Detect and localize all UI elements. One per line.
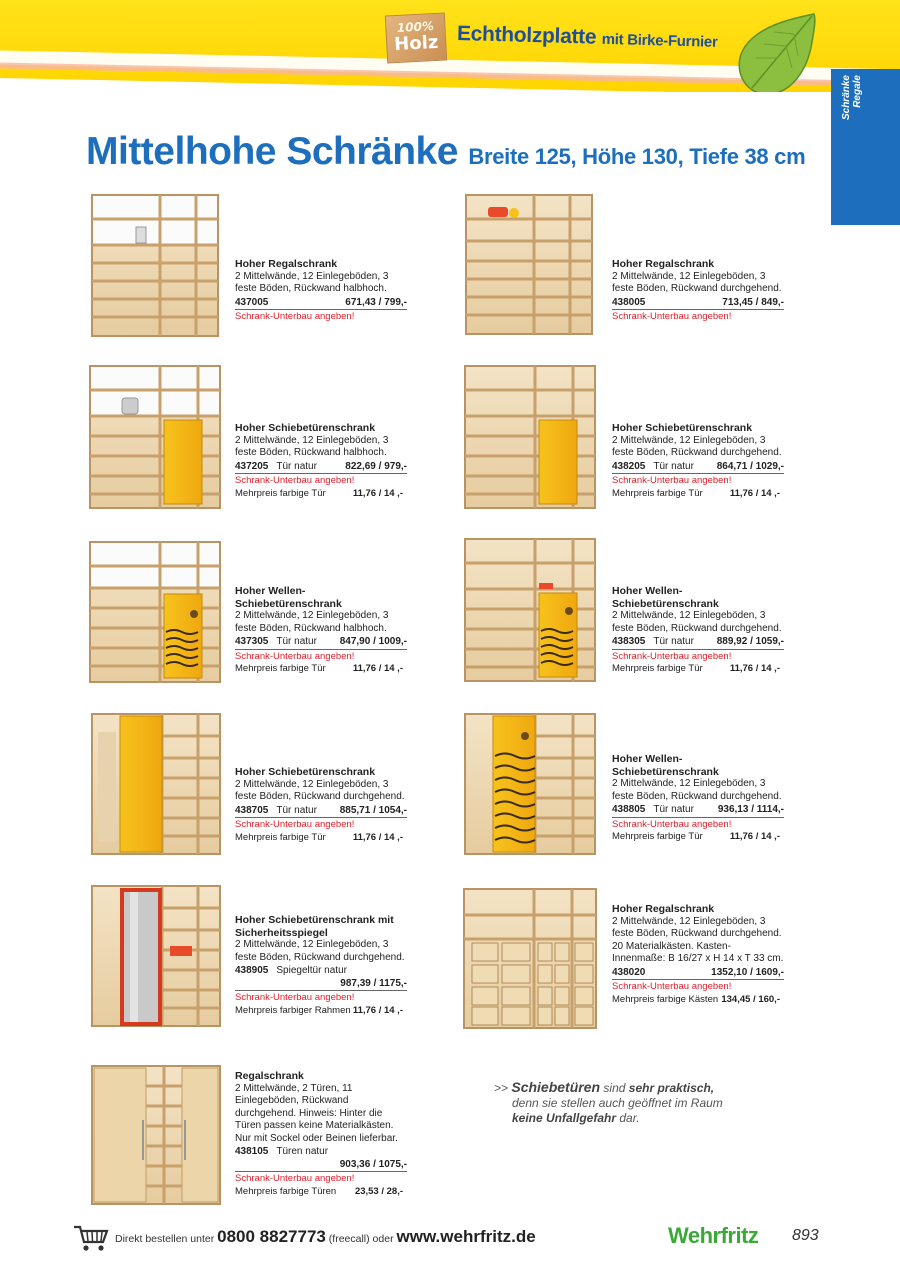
price-row xyxy=(612,297,784,311)
base-note: Schrank-Unterbau angeben! xyxy=(235,992,355,1003)
surcharge-label: Mehrpreis farbige Türen xyxy=(235,1185,337,1197)
price: 864,71 / 1029,- xyxy=(716,460,784,472)
base-note: Schrank-Unterbau angeben! xyxy=(235,1173,355,1184)
note-strong-3: keine Unfallgefahr xyxy=(512,1111,617,1125)
banner-title xyxy=(457,22,718,53)
surcharge-price: 11,76 / 14 ,- xyxy=(352,831,403,843)
article-number: 438705 xyxy=(235,804,269,816)
price: 903,36 / 1075,- xyxy=(339,1158,407,1170)
price-row xyxy=(235,297,407,311)
product-name: Hoher Wellen-Schiebetürenschrank xyxy=(612,585,719,610)
price: 671,43 / 799,- xyxy=(345,296,407,308)
base-note: Schrank-Unterbau angeben! xyxy=(612,818,732,830)
product-description: 2 Mittelwände, 12 Einlegeböden, 3 feste Böden, Rückwand durchgehend. xyxy=(612,610,782,634)
article-number: 438005 xyxy=(612,296,646,308)
product-info xyxy=(235,422,407,500)
article-number: 438805 xyxy=(612,804,646,815)
note-strong-2: sehr praktisch, xyxy=(628,1081,715,1095)
variant: Tür natur xyxy=(653,804,694,815)
note-text-3: dar. xyxy=(619,1111,640,1125)
product-name: Regalschrank xyxy=(235,1070,304,1082)
price-row xyxy=(235,636,407,650)
badge-percent: 100% xyxy=(396,19,435,35)
base-note: Schrank-Unterbau angeben! xyxy=(612,650,732,662)
order-pre: Direkt bestellen unter xyxy=(115,1233,215,1245)
product-description: 2 Mittelwände, 12 Einlegeböden, 3 feste Böden, Rückwand durchgehend. xyxy=(612,778,782,802)
product-image[interactable] xyxy=(90,193,220,340)
product-info xyxy=(612,258,784,324)
price-row xyxy=(235,965,407,991)
side-tab-label xyxy=(841,75,891,215)
product-description: 2 Mittelwände, 2 Türen, 11 Einlegeböden, Rückwand durchgehend. Hinweis: Hinter die Türen passen keine Materialkästen. Nur mit Sockel oder Beinen lieferbar. xyxy=(235,1082,398,1144)
price-row xyxy=(612,461,784,475)
article-number: 438305 xyxy=(612,636,646,647)
note-strong-1: Schiebetüren xyxy=(511,1079,601,1095)
product-image[interactable] xyxy=(90,1064,222,1208)
product-description: 2 Mittelwände, 12 Einlegeböden, 3 feste Böden, Rückwand halbhoch. xyxy=(235,270,389,294)
shopping-cart-icon[interactable] xyxy=(73,1224,109,1252)
article-number: 437005 xyxy=(235,296,269,308)
product-image[interactable] xyxy=(90,884,222,1030)
side-tab-line1: Schränke xyxy=(841,75,852,121)
surcharge-price: 23,53 / 28,- xyxy=(354,1185,403,1197)
phone-number[interactable]: 0800 8827773 xyxy=(217,1227,326,1246)
article-number: 438905 xyxy=(235,965,269,976)
page-title-main: Mittelhohe Schränke xyxy=(86,130,458,173)
product-info xyxy=(612,585,784,676)
variant: Tür natur xyxy=(276,804,317,816)
article-number: 437305 xyxy=(235,636,269,647)
product-name: Hoher Wellen-Schiebetürenschrank xyxy=(612,753,719,778)
page-title xyxy=(86,130,805,174)
price: 713,45 / 849,- xyxy=(722,296,784,308)
product-image[interactable] xyxy=(88,364,222,512)
price-row xyxy=(235,805,407,819)
footer xyxy=(0,1220,900,1260)
surcharge-row xyxy=(235,663,407,676)
price-row xyxy=(612,804,784,818)
product-info xyxy=(612,903,784,1006)
product-info xyxy=(612,753,784,844)
banner-title-main: Echtholzplatte xyxy=(456,22,597,49)
note-text-2: denn sie stellen auch geöffnet im Raum xyxy=(512,1096,723,1110)
surcharge-price: 11,76 / 14 ,- xyxy=(729,487,780,499)
price-row xyxy=(612,967,784,981)
surcharge-price: 11,76 / 14 ,- xyxy=(729,663,780,674)
product-name: Hoher Wellen-Schiebetürenschrank xyxy=(235,585,342,610)
product-name: Hoher Regalschrank xyxy=(612,903,715,915)
surcharge-label: Mehrpreis farbige Tür xyxy=(612,831,703,842)
surcharge-row xyxy=(612,994,784,1007)
product-image[interactable] xyxy=(463,712,597,858)
surcharge-row xyxy=(235,1186,407,1199)
base-note: Schrank-Unterbau angeben! xyxy=(612,311,732,322)
surcharge-price: 11,76 / 14 ,- xyxy=(352,1004,403,1016)
base-note: Schrank-Unterbau angeben! xyxy=(612,475,732,486)
variant: Tür natur xyxy=(276,460,317,472)
surcharge-label: Mehrpreis farbiger Rahmen xyxy=(235,1004,351,1016)
product-image[interactable] xyxy=(463,364,597,512)
info-note xyxy=(494,1080,754,1126)
surcharge-row xyxy=(612,488,784,501)
surcharge-price: 134,45 / 160,- xyxy=(721,993,780,1005)
base-note: Schrank-Unterbau angeben! xyxy=(235,650,355,662)
wehrfritz-logo: Wehrfritz xyxy=(668,1223,759,1248)
variant: Tür natur xyxy=(653,636,694,647)
note-text-1: sind xyxy=(603,1081,626,1095)
product-name: Hoher Regalschrank xyxy=(235,258,338,270)
price-row xyxy=(235,461,407,475)
website-link[interactable]: www.wehrfritz.de xyxy=(396,1227,536,1246)
product-name: Hoher Schiebetürenschrank xyxy=(235,422,376,434)
product-name: Hoher Schiebetürenschrank xyxy=(235,766,376,778)
price: 889,92 / 1059,- xyxy=(716,636,784,647)
variant: Türen natur xyxy=(276,1146,329,1157)
product-info xyxy=(235,258,407,324)
base-note: Schrank-Unterbau angeben! xyxy=(612,981,732,992)
surcharge-row xyxy=(235,832,407,845)
order-mid: (freecall) oder xyxy=(328,1233,394,1245)
base-note: Schrank-Unterbau angeben! xyxy=(235,475,355,486)
product-name: Hoher Schiebetürenschrank mit Sicherheitsspiegel xyxy=(235,914,394,939)
article-number: 438020 xyxy=(612,966,646,978)
variant: Tür natur xyxy=(653,460,694,472)
product-description: 2 Mittelwände, 12 Einlegeböden, 3 feste Böden, Rückwand durchgehend. xyxy=(612,270,782,294)
surcharge-row xyxy=(235,488,407,501)
surcharge-label: Mehrpreis farbige Tür xyxy=(612,487,703,499)
surcharge-label: Mehrpreis farbige Tür xyxy=(235,487,326,499)
article-number: 437205 xyxy=(235,460,269,472)
birch-leaf-icon xyxy=(734,12,818,92)
surcharge-row xyxy=(612,831,784,844)
surcharge-label: Mehrpreis farbige Tür xyxy=(612,663,703,674)
variant: Tür natur xyxy=(276,636,317,647)
surcharge-row xyxy=(612,663,784,676)
product-image[interactable] xyxy=(90,712,222,858)
product-description: 2 Mittelwände, 12 Einlegeböden, 3 feste Böden, Rückwand halbhoch. xyxy=(235,610,389,634)
price: 1352,10 / 1609,- xyxy=(711,966,784,978)
price-row xyxy=(235,1146,407,1172)
product-name: Hoher Regalschrank xyxy=(612,258,715,270)
product-info xyxy=(235,766,407,844)
surcharge-row xyxy=(235,1005,407,1018)
price: 885,71 / 1054,- xyxy=(339,804,407,816)
product-description: 2 Mittelwände, 12 Einlegeböden, 3 feste Böden, Rückwand halbhoch. xyxy=(235,434,389,458)
product-description: 2 Mittelwände, 12 Einlegeböden, 3 feste Böden, Rückwand durchgehend. xyxy=(612,434,782,458)
price: 987,39 / 1175,- xyxy=(340,977,407,989)
base-note: Schrank-Unterbau angeben! xyxy=(235,819,355,830)
holz-badge xyxy=(385,12,447,63)
price: 847,90 / 1009,- xyxy=(339,636,407,647)
surcharge-label: Mehrpreis farbige Tür xyxy=(235,831,326,843)
category-side-tab[interactable] xyxy=(831,69,900,225)
banner-title-sub: mit Birke-Furnier xyxy=(601,30,718,51)
product-info xyxy=(235,914,407,1017)
note-prefix: >> xyxy=(494,1081,509,1095)
surcharge-price: 11,76 / 14 ,- xyxy=(352,487,403,499)
page-title-dimensions: Breite 125, Höhe 130, Tiefe 38 cm xyxy=(468,144,806,169)
product-info xyxy=(235,1070,407,1198)
top-banner xyxy=(0,0,900,92)
page-number: 893 xyxy=(792,1227,819,1244)
surcharge-price: 11,76 / 14 ,- xyxy=(352,663,403,674)
variant: Spiegeltür natur xyxy=(276,965,347,976)
price: 822,69 / 979,- xyxy=(345,460,407,472)
product-image[interactable] xyxy=(463,537,597,685)
product-image[interactable] xyxy=(88,540,222,686)
product-image[interactable] xyxy=(462,887,598,1032)
price-row xyxy=(612,636,784,650)
article-number: 438105 xyxy=(235,1146,269,1157)
badge-word: Holz xyxy=(393,31,439,56)
base-note: Schrank-Unterbau angeben! xyxy=(235,311,355,322)
surcharge-label: Mehrpreis farbige Tür xyxy=(235,663,326,674)
order-info xyxy=(115,1227,536,1247)
surcharge-price: 11,76 / 14 ,- xyxy=(729,831,780,842)
price: 936,13 / 1114,- xyxy=(717,804,784,815)
side-tab-line2: Regale xyxy=(852,75,863,108)
surcharge-label: Mehrpreis farbige Kästen xyxy=(612,993,719,1005)
product-name: Hoher Schiebetürenschrank xyxy=(612,422,753,434)
product-info xyxy=(612,422,784,500)
product-image[interactable] xyxy=(464,193,594,338)
product-description: 2 Mittelwände, 12 Einlegeböden, 3 feste Böden, Rückwand durchgehend. xyxy=(235,778,405,802)
product-description: 2 Mittelwände, 12 Einlegeböden, 3 feste Böden, Rückwand durchgehend. 20 Materialkästen. Kasten-Innenmaße: B 16/27 x H 14 x T 33 cm. xyxy=(612,915,784,964)
product-info xyxy=(235,585,407,676)
product-description: 2 Mittelwände, 12 Einlegeböden, 3 feste Böden, Rückwand durchgehend. xyxy=(235,939,405,963)
article-number: 438205 xyxy=(612,460,646,472)
